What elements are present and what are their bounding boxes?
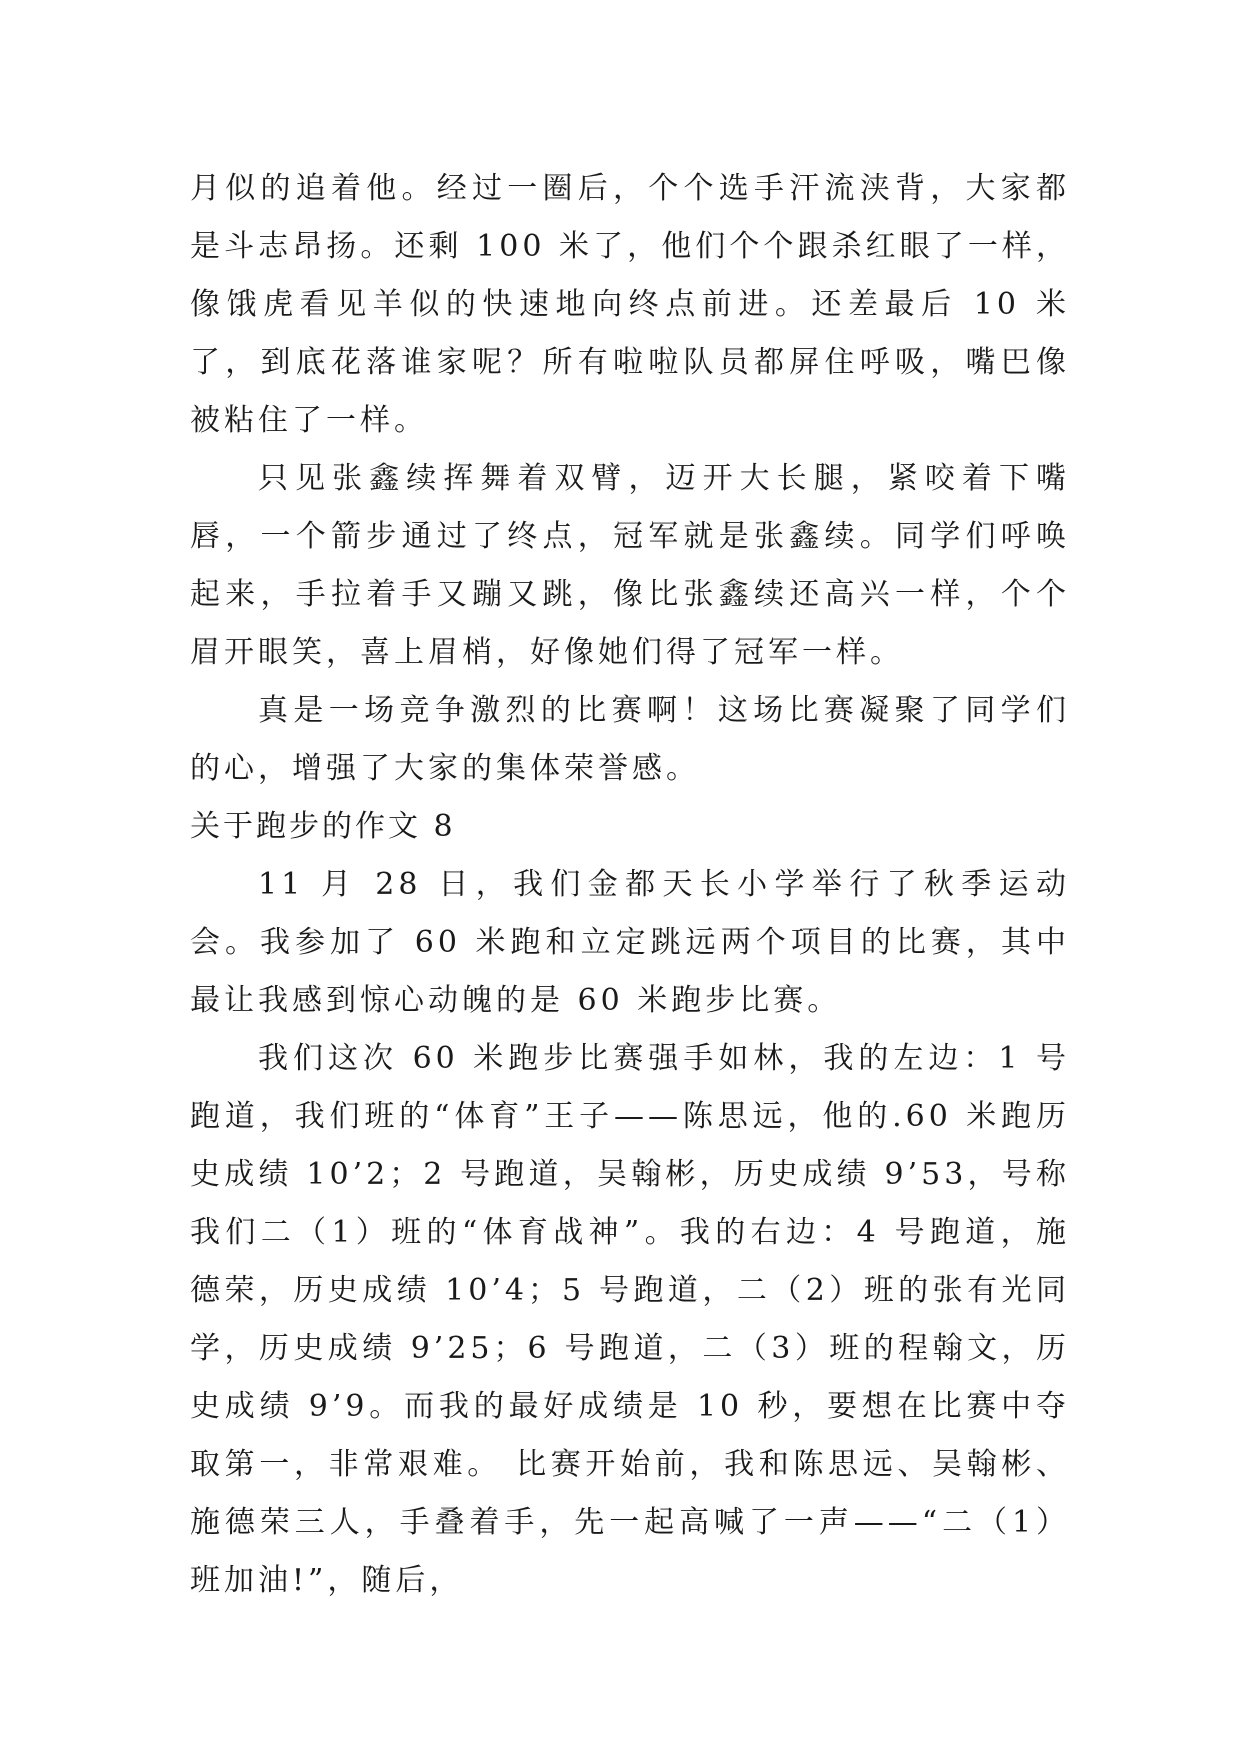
paragraph-conclusion: 真是一场竞争激烈的比赛啊！这场比赛凝聚了同学们的心，增强了大家的集体荣誉感。 (190, 693, 1070, 786)
paragraph-champion-finish: 只见张鑫续挥舞着双臂，迈开大长腿，紧咬着下嘴唇，一个箭步通过了终点，冠军就是张鑫续。同学们呼唤起来，手拉着手又蹦又跳，像比张鑫续还高兴一样，个个眉开眼笑，喜上眉梢，好像她们得了冠军一样。 (190, 461, 1070, 670)
paragraph-sports-meet-intro: 11 月 28 日，我们金都天长小学举行了秋季运动会。我参加了 60 米跑和立定跳远两个项目的比赛，其中最让我感到惊心动魄的是 60 米跑步比赛。 (190, 867, 1070, 1018)
paragraph-competitors: 我们这次 60 米跑步比赛强手如林，我的左边：1 号跑道，我们班的“体育”王子——陈思远，他的.60 米跑历史成绩 10’2；2 号跑道，吴翰彬，历史成绩 9’53，号称我们二（1）班的“体育战神”。我的右边：4 号跑道，施德荣，历史成绩 10’4；5 号跑道，二（2）班的张有光同学，历史成绩 9’25；6 号跑道，二（3）班的程翰文，历史成绩 9’9。而我的最好成绩是 10 秒，要想在比赛中夺取第一，非常艰难。 比赛开始前，我和陈思远、吴翰彬、施德荣三人，手叠着手，先一起高喊了一声——“二（1）班加油!”，随后， (190, 1041, 1070, 1598)
essay-heading: 关于跑步的作文 8 (190, 809, 456, 844)
document-body (190, 160, 1070, 1610)
paragraph-race-final-lap: 月似的追着他。经过一圈后，个个选手汗流浃背，大家都是斗志昂扬。还剩 100 米了，他们个个跟杀红眼了一样，像饿虎看见羊似的快速地向终点前进。还差最后 10 米了，到底花落谁家呢？所有啦啦队员都屏住呼吸，嘴巴像被粘住了一样。 (190, 171, 1070, 438)
